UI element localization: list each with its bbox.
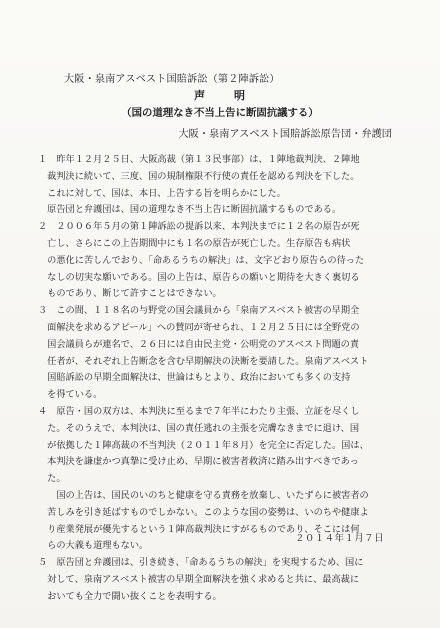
body-line: ３ この間、１１８名の与野党の国会議員から「泉南アスベスト被害の早期全 [38, 305, 360, 317]
body-line: り産業発展が優先するという１陣高裁判決にすがるものであり、そこには何 [38, 523, 360, 535]
body-line: を得ている。 [38, 389, 103, 401]
body-line: 亡し、さらにこの上告期間中にも１名の原告が死亡した。生存原告も病状 [38, 237, 351, 249]
body-line: 国賠訴訟の早期全面解決は、世論はもとより、政治においても多くの支持 [38, 372, 351, 384]
body-line: おいても全力で闘い抜くことを表明する。 [38, 590, 222, 602]
body-line: が依拠した１陣高裁の不当判決（２０１１年８月）を完全に否定した。国は、 [38, 439, 369, 451]
body-line: 原告団と弁護団は、国の道理なき不当上告に断固抗議するものである。 [38, 204, 342, 216]
document-subtitle: （国の道理なき不当上告に断固抗議する） [121, 107, 319, 119]
body-line: 本判決を謙虚かつ真摯に受け止め、早期に被害者救済に踏み出すべきであっ [38, 456, 359, 468]
body-line: 国会議員らが連名で、２６日には自由民主党・公明党のアスベスト問題の責 [38, 338, 360, 350]
body-line: ２ ２００６年５月の第１陣訴訟の提訴以来、本判決までに１２名の原告が死 [38, 221, 360, 233]
body-line: た。そのうえで、本判決は、国の責任逃れの主張を完膚なきまでに退け、国 [38, 422, 360, 434]
case-title: 大阪・泉南アスベスト国賠訴訟（第２陣訴訟） [64, 74, 280, 85]
body-line: た。 [38, 473, 66, 485]
body-line: の悪化に苦しんでおり、「命あるうちの解決」は、文字どおり原告らの待った [38, 254, 365, 266]
author-line: 大阪・泉南アスベスト国賠訴訟原告団・弁護団 [178, 129, 392, 140]
body-line: ４ 原告・国の双方は、本判決に至るまで７年半にわたり主張、立証を尽くし [38, 405, 360, 417]
body-line: 裁判決に続いて、三度、国の規制権限不行使の責任を認める判決を下した。 [38, 170, 360, 182]
body-line: 対して、泉南アスベスト被害の早期全面解決を強く求めると共に、最高裁に [38, 573, 360, 585]
body-line: ものであり、断じて許すことはできない。 [38, 288, 222, 300]
body-line: 苦しみを引き延ばすものでしかない。このような国の姿勢は、いのちや健康よ [38, 506, 369, 518]
body-line: なしの切実な願いである。国の上告は、原告らの願いと期待を大きく裏切る [38, 271, 360, 283]
statement-date: ２０１４年１月７日 [295, 533, 384, 544]
body-line: 任者が、それぞれ上告断念を含む早期解決の決断を要請した。泉南アスベスト [38, 355, 369, 367]
body-line: これに対して、国は、本日、上告する旨を明らかにした。 [38, 187, 286, 199]
body-line: １ 昨年１２月２５日、大阪高裁（第１３民事部）は、１陣地裁判決、２陣地 [38, 154, 360, 165]
body-line: 面解決を求めるアピール」への賛同が寄せられ、１２月２５日には全野党の [38, 321, 360, 333]
body-line: らの大義も道理もない。 [38, 540, 149, 552]
body-line: ５ 原告団と弁護団は、引き続き、「命あるうちの解決」を実現するため、国に [38, 557, 364, 569]
body-line: 国の上告は、国民のいのちと健康を守る責務を放棄し、いたずらに被害者の [38, 489, 369, 501]
document-heading: 声 明 [194, 89, 254, 102]
